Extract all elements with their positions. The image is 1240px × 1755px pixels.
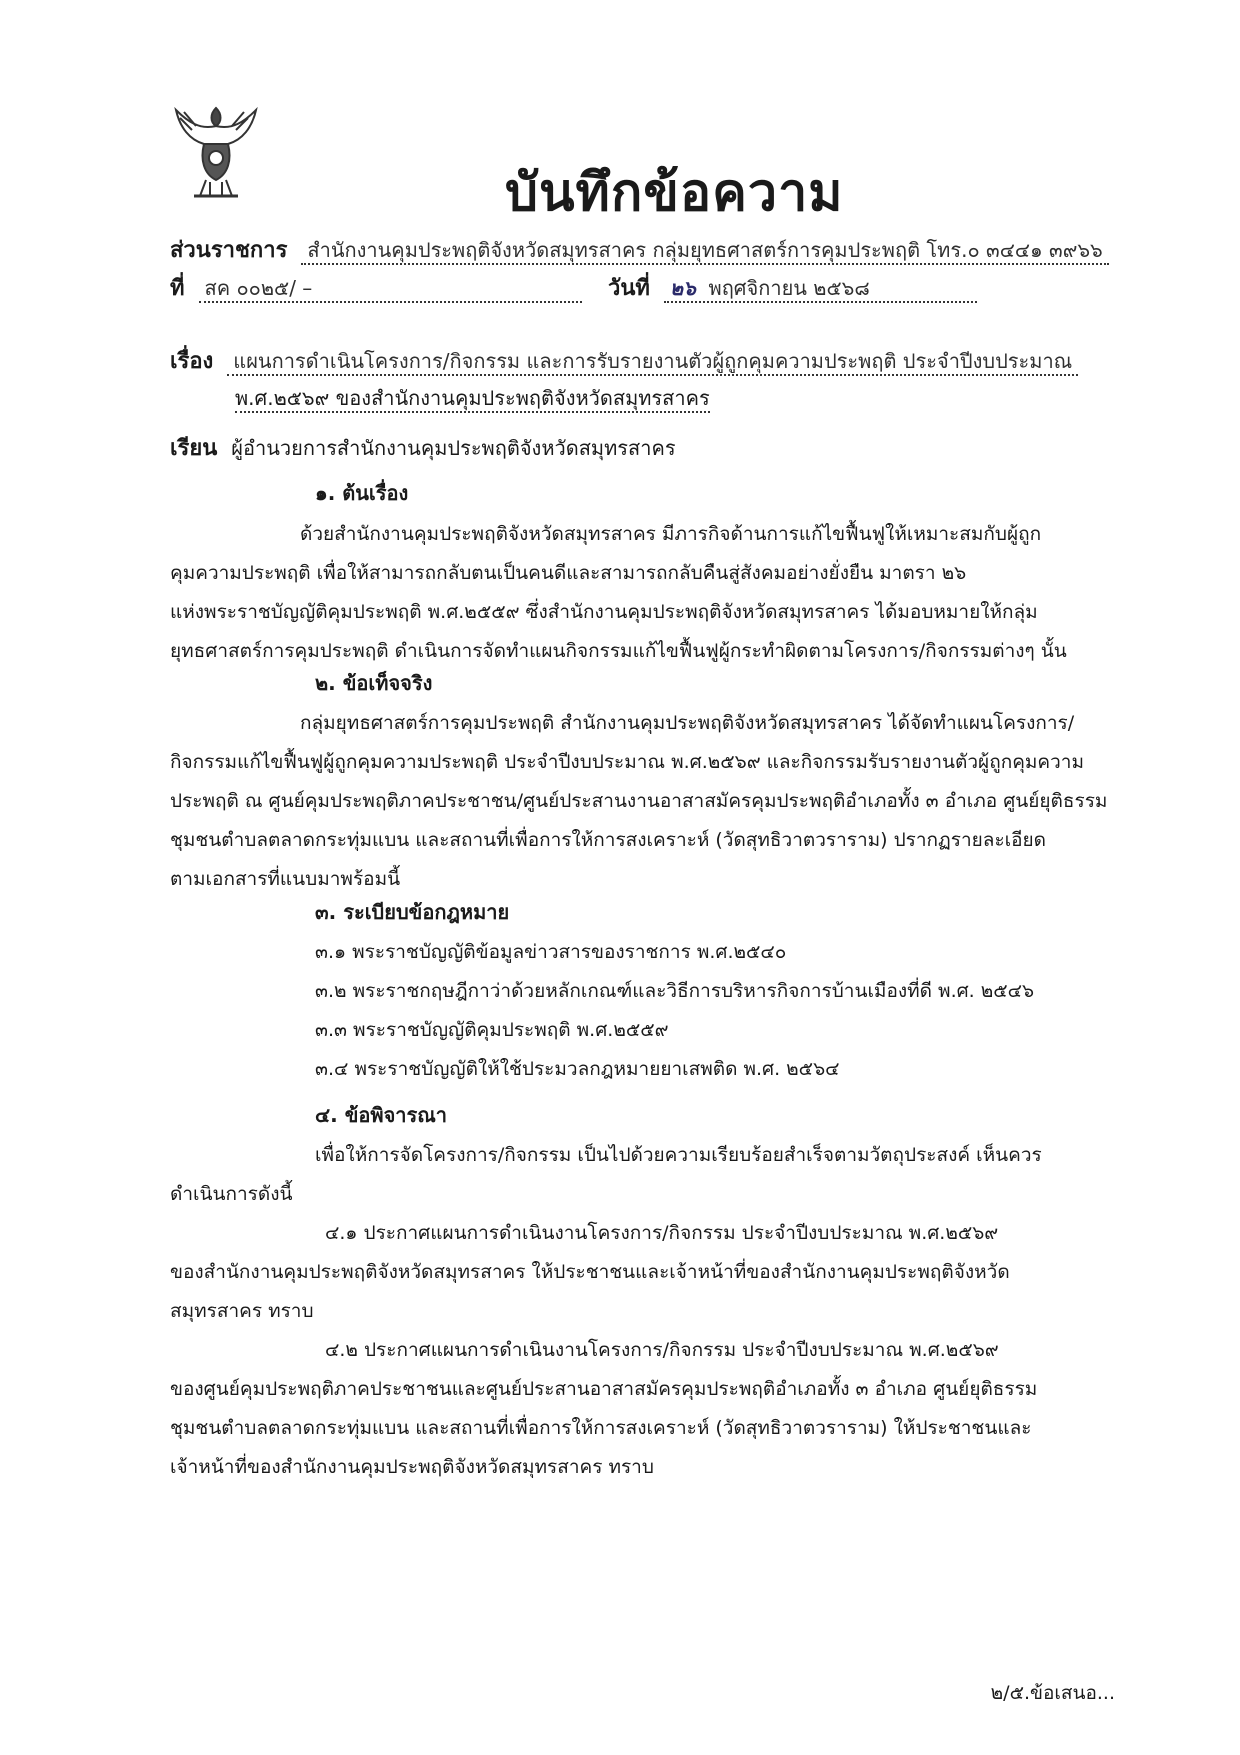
date-day: ๒๖ <box>669 276 696 300</box>
section-4-line: สมุทรสาคร ทราบ <box>170 1300 314 1322</box>
section-1-heading: ๑. ต้นเรื่อง <box>315 481 409 505</box>
section-2-line: ตามเอกสารที่แนบมาพร้อมนี้ <box>170 868 401 890</box>
agency-row <box>170 232 1109 267</box>
continuation-note: ๒/๕.ข้อเสนอ... <box>990 1682 1115 1704</box>
section-2-line: กลุ่มยุทธศาสตร์การคุมประพฤติ สำนักงานคุมประพฤติจังหวัดสมุทรสาคร ได้จัดทำแผนโครงการ/ <box>300 712 1075 734</box>
section-3-item: ๓.๓ พระราชบัญญัติคุมประพฤติ พ.ศ.๒๕๕๙ <box>315 1019 669 1041</box>
section-4-line: เจ้าหน้าที่ของสำนักงานคุมประพฤติจังหวัดสมุทรสาคร ทราบ <box>170 1456 654 1478</box>
subject-line-2-row <box>235 382 710 414</box>
section-3-item: ๓.๑ พระราชบัญญัติข้อมูลข่าวสารของราชการ พ.ศ.๒๕๔๐ <box>315 941 787 963</box>
to-label: เรียน <box>170 436 218 461</box>
section-2-line: ประพฤติ ณ ศูนย์คุมประพฤติภาคประชาชน/ศูนย์ประสานงานอาสาสมัครคุมประพฤติอำเภอทั้ง ๓ อำเภอ ศูนย์ยุติธรรม <box>170 790 1108 812</box>
section-4-line: ของศูนย์คุมประพฤติภาคประชาชนและศูนย์ประสานอาสาสมัครคุมประพฤติอำเภอทั้ง ๓ อำเภอ ศูนย์ยุติธรรม <box>170 1378 1038 1400</box>
to-value: ผู้อำนวยการสำนักงานคุมประพฤติจังหวัดสมุทรสาคร <box>231 436 676 460</box>
section-1-line: แห่งพระราชบัญญัติคุมประพฤติ พ.ศ.๒๕๕๙ ซึ่งสำนักงานคุมประพฤติจังหวัดสมุทรสาคร ได้มอบหมายให้กลุ่ม <box>170 601 1038 623</box>
ref-row <box>170 270 582 305</box>
section-4-line: ๔.๒ ประกาศแผนการดำเนินงานโครงการ/กิจกรรม ประจำปีงบประมาณ พ.ศ.๒๕๖๙ <box>325 1339 999 1361</box>
garuda-emblem-icon <box>170 100 262 200</box>
section-1-line: คุมความประพฤติ เพื่อให้สามารถกลับตนเป็นคนดีและสามารถกลับคืนสู่สังคมอย่างยั่งยืน มาตรา ๒๖ <box>170 562 967 584</box>
section-2-line: ชุมชนตำบลตลาดกระทุ่มแบน และสถานที่เพื่อการให้การสงเคราะห์ (วัดสุทธิวาตวราราม) ปรากฏรายละเอียด <box>170 829 1047 851</box>
section-4-heading: ๔. ข้อพิจารณา <box>315 1103 448 1127</box>
subject-line-1: แผนการดำเนินโครงการ/กิจกรรม และการรับรายงานตัวผู้ถูกคุมความประพฤติ ประจำปีงบประมาณ <box>227 349 1078 376</box>
ref-label: ที่ <box>170 276 185 301</box>
section-4-line: ดำเนินการดังนี้ <box>170 1183 293 1205</box>
agency-value: สำนักงานคุมประพฤติจังหวัดสมุทรสาคร กลุ่มยุทธศาสตร์การคุมประพฤติ โทร.๐ ๓๔๔๑ ๓๙๖๖ <box>301 238 1108 265</box>
section-3-heading: ๓. ระเบียบข้อกฎหมาย <box>315 900 510 924</box>
memo-title: บันทึกข้อความ <box>505 163 844 223</box>
section-3-item: ๓.๒ พระราชกฤษฎีกาว่าด้วยหลักเกณฑ์และวิธีการบริหารกิจการบ้านเมืองที่ดี พ.ศ. ๒๕๔๖ <box>315 980 1035 1002</box>
ref-value: สค ๐๐๒๕/ – <box>199 276 583 303</box>
section-4-line: ๔.๑ ประกาศแผนการดำเนินงานโครงการ/กิจกรรม ประจำปีงบประมาณ พ.ศ.๒๕๖๙ <box>325 1222 999 1244</box>
subject-row <box>170 343 1078 378</box>
section-1-line: ยุทธศาสตร์การคุมประพฤติ ดำเนินการจัดทำแผนกิจกรรมแก้ไขฟื้นฟูผู้กระทำผิดตามโครงการ/กิจกรรมต่างๆ นั้น <box>170 640 1067 662</box>
section-1-line: ด้วยสำนักงานคุมประพฤติจังหวัดสมุทรสาคร มีภารกิจด้านการแก้ไขฟื้นฟูให้เหมาะสมกับผู้ถูก <box>300 523 1042 545</box>
to-row <box>170 430 676 465</box>
date-row <box>608 270 977 305</box>
section-4-line: เพื่อให้การจัดโครงการ/กิจกรรม เป็นไปด้วยความเรียบร้อยสำเร็จตามวัตถุประสงค์ เห็นควร <box>315 1144 1042 1166</box>
subject-line-2: พ.ศ.๒๕๖๙ ของสำนักงานคุมประพฤติจังหวัดสมุทรสาคร <box>235 386 710 413</box>
section-3-item: ๓.๔ พระราชบัญญัติให้ใช้ประมวลกฎหมายยาเสพติด พ.ศ. ๒๕๖๔ <box>315 1058 840 1080</box>
date-month-year: พฤศจิกายน ๒๕๖๘ <box>708 276 870 300</box>
section-2-line: กิจกรรมแก้ไขฟื้นฟูผู้ถูกคุมความประพฤติ ประจำปีงบประมาณ พ.ศ.๒๕๖๙ และกิจกรรมรับรายงานตัวผู้ถูกคุมความ <box>170 751 1085 773</box>
subject-label: เรื่อง <box>170 349 214 374</box>
section-2-heading: ๒. ข้อเท็จจริง <box>315 671 433 695</box>
section-4-line: ชุมชนตำบลตลาดกระทุ่มแบน และสถานที่เพื่อการให้การสงเคราะห์ (วัดสุทธิวาตวราราม) ให้ประชาชนและ <box>170 1417 1032 1439</box>
date-label: วันที่ <box>608 276 650 301</box>
agency-label: ส่วนราชการ <box>170 238 288 263</box>
section-4-line: ของสำนักงานคุมประพฤติจังหวัดสมุทรสาคร ให้ประชาชนและเจ้าหน้าที่ของสำนักงานคุมประพฤติจังหวัด <box>170 1261 1010 1283</box>
